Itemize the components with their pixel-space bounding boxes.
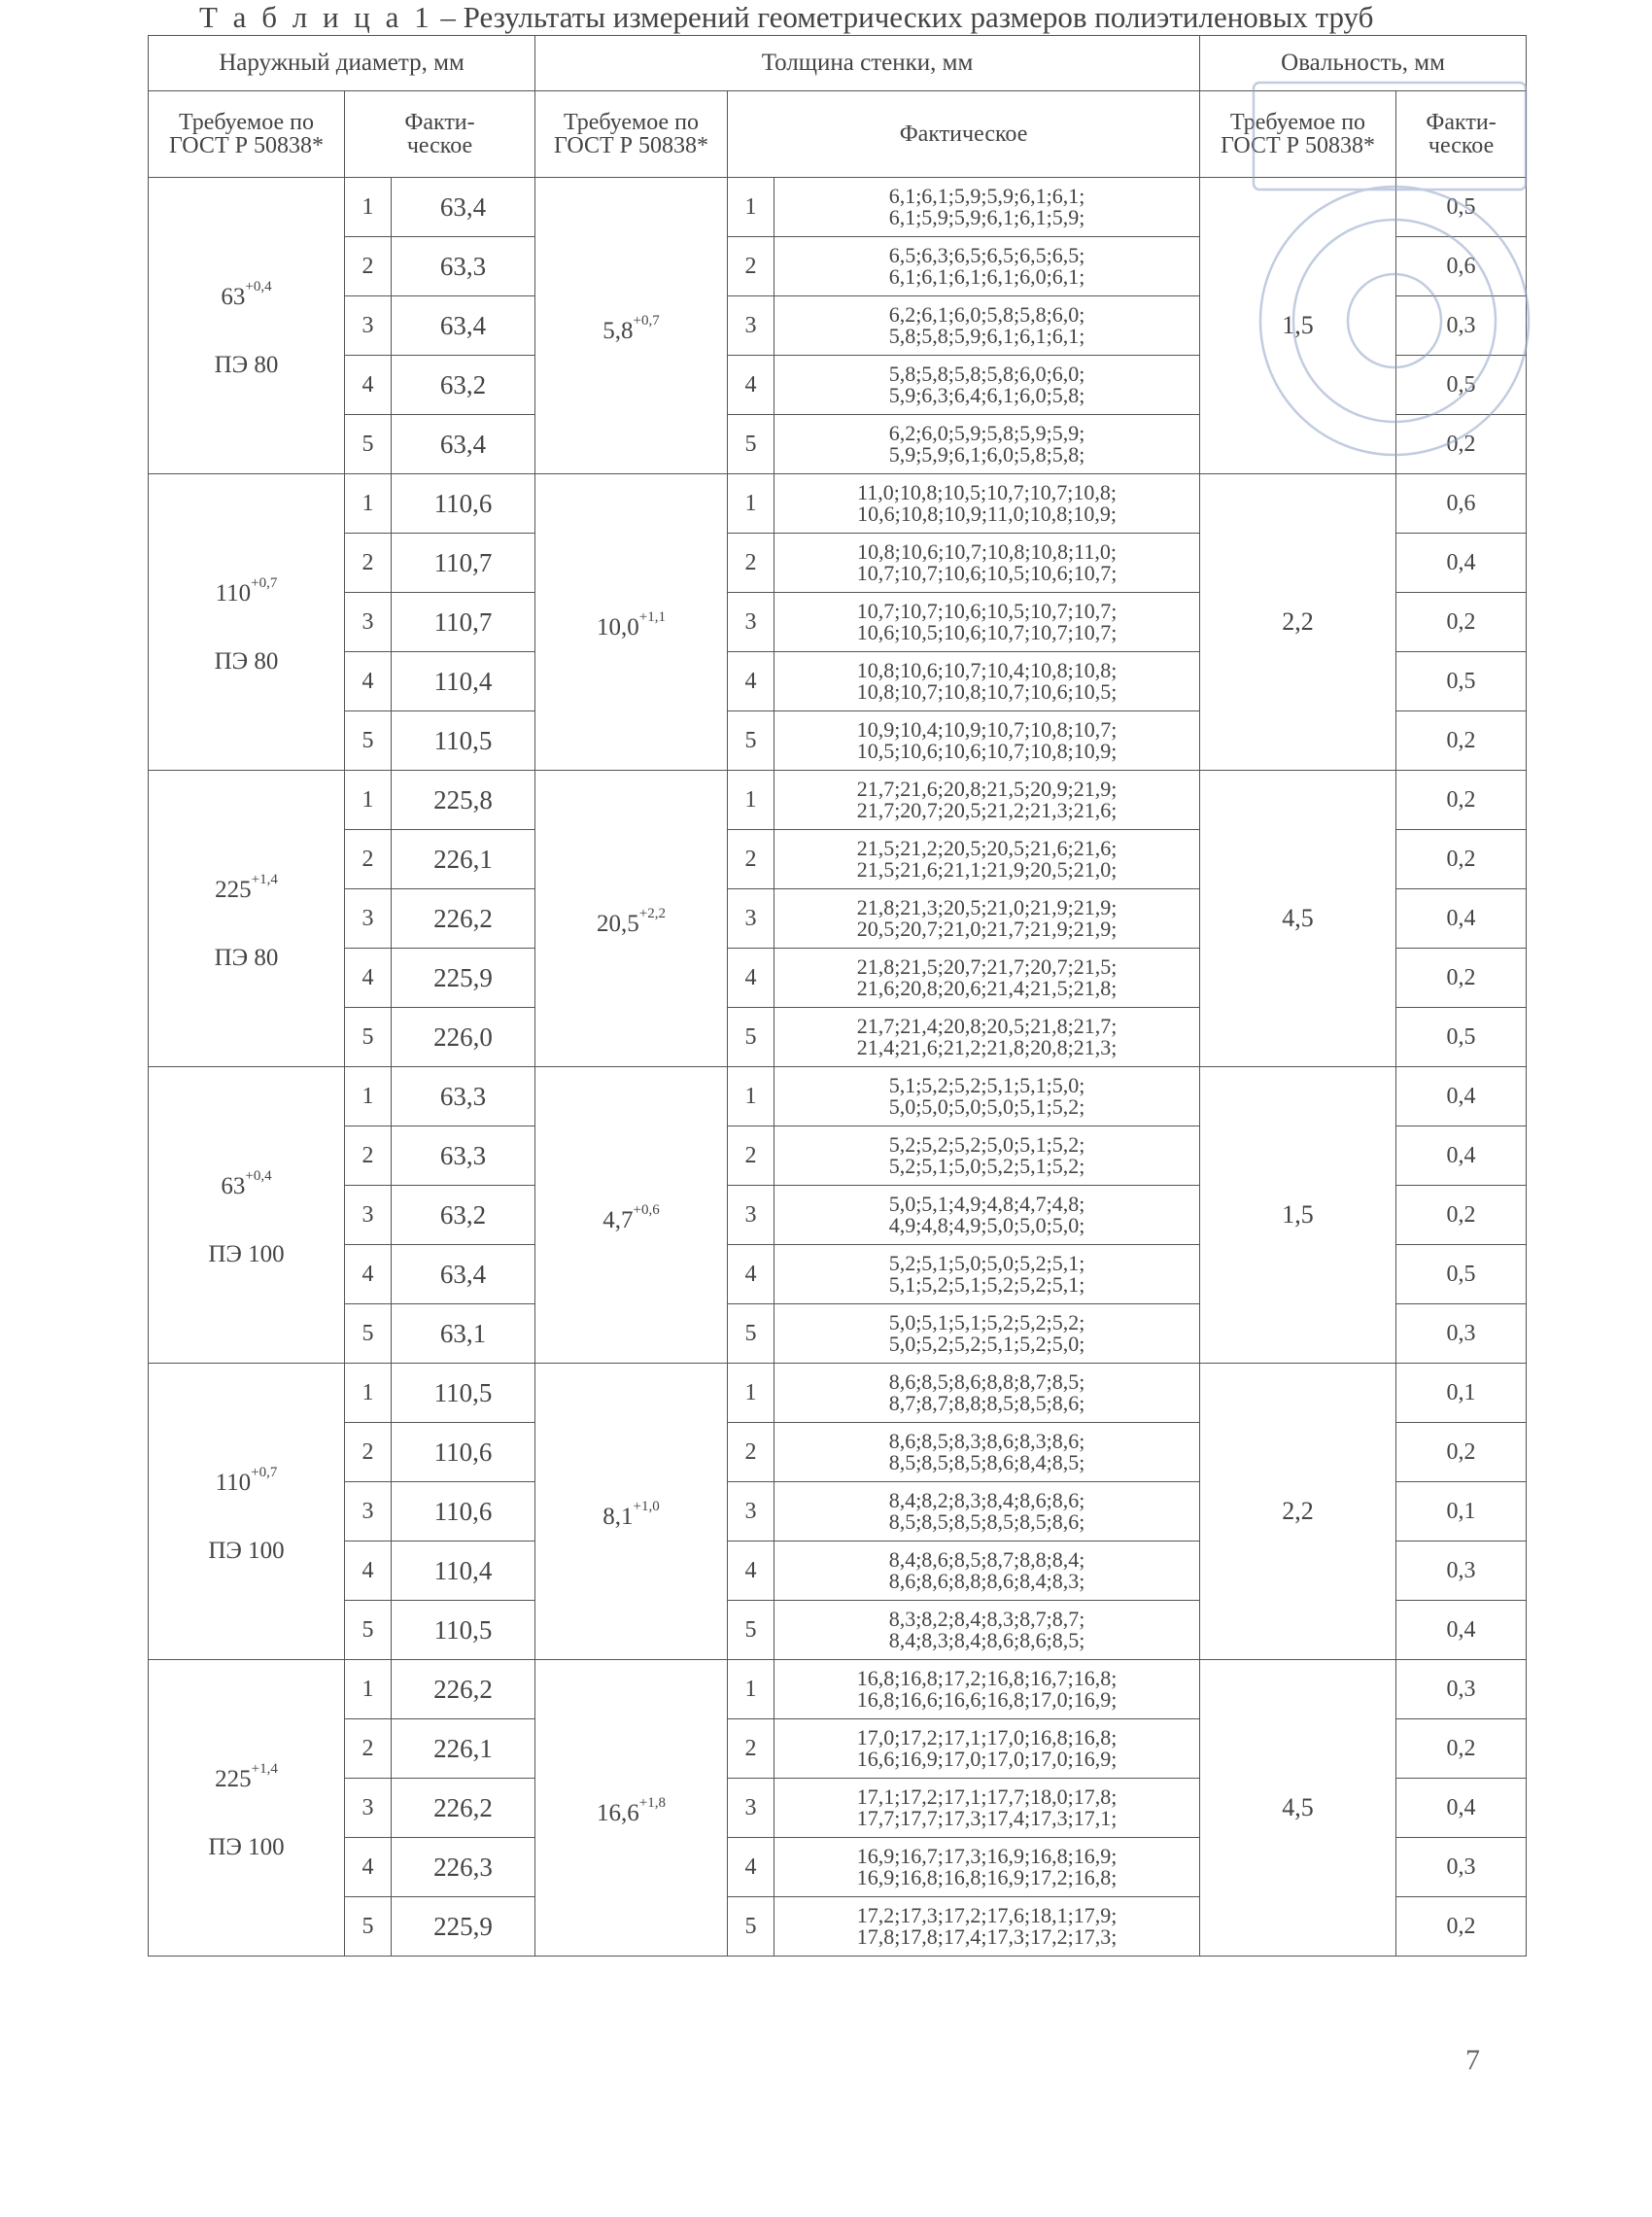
header-ovality-actual-text: Факти- ческое xyxy=(1426,110,1497,158)
wall-sample-number: 1 xyxy=(728,1067,774,1126)
required-wall-cell xyxy=(535,474,728,771)
wall-measurements xyxy=(774,1897,1200,1957)
actual-diameter: 226,1 xyxy=(392,830,535,889)
wall-sample-number: 3 xyxy=(728,1779,774,1838)
table-caption xyxy=(199,0,1373,35)
actual-diameter: 63,4 xyxy=(392,178,535,237)
wall-tolerance: +0,6 xyxy=(633,1201,660,1218)
sample-number: 3 xyxy=(345,889,392,949)
actual-ovality: 0,3 xyxy=(1396,1542,1527,1601)
diameter-tolerance: +0,7 xyxy=(251,1464,278,1480)
wall-sample-number: 4 xyxy=(728,356,774,415)
actual-ovality: 0,6 xyxy=(1396,474,1527,534)
wall-sample-number: 2 xyxy=(728,534,774,593)
actual-diameter: 110,5 xyxy=(392,711,535,771)
actual-diameter: 110,7 xyxy=(392,593,535,652)
pipe-material: ПЭ 80 xyxy=(214,647,279,675)
actual-ovality: 0,3 xyxy=(1396,1304,1527,1364)
wall-measurements-line-2: 5,2;5,1;5,0;5,2;5,1;5,2; xyxy=(888,1154,1085,1178)
actual-diameter: 110,6 xyxy=(392,1423,535,1482)
wall-sample-number: 4 xyxy=(728,949,774,1008)
wall-sample-number: 2 xyxy=(728,1126,774,1186)
actual-diameter: 110,6 xyxy=(392,474,535,534)
wall-measurements xyxy=(774,1245,1200,1304)
required-wall-cell xyxy=(535,771,728,1067)
actual-ovality: 0,2 xyxy=(1396,711,1527,771)
sample-number: 2 xyxy=(345,237,392,296)
wall-measurements-line-1: 10,8;10,6;10,7;10,4;10,8;10,8; xyxy=(856,658,1118,682)
actual-ovality: 0,5 xyxy=(1396,178,1527,237)
actual-diameter: 63,3 xyxy=(392,1126,535,1186)
wall-measurements-line-1: 8,6;8,5;8,6;8,8;8,7;8,5; xyxy=(888,1369,1085,1394)
wall-measurements-line-2: 5,9;5,9;6,1;6,0;5,8;5,8; xyxy=(888,442,1085,467)
wall-sample-number: 5 xyxy=(728,1008,774,1067)
wall-measurements-line-2: 21,7;20,7;20,5;21,2;21,3;21,6; xyxy=(856,798,1118,822)
header-diameter-actual xyxy=(345,91,535,178)
wall-measurements xyxy=(774,1542,1200,1601)
sample-number: 2 xyxy=(345,1719,392,1779)
sample-number: 1 xyxy=(345,474,392,534)
actual-ovality: 0,5 xyxy=(1396,1245,1527,1304)
wall-sample-number: 2 xyxy=(728,1719,774,1779)
nominal-wall: 16,6 xyxy=(597,1799,639,1826)
wall-sample-number: 1 xyxy=(728,474,774,534)
nominal-wall: 10,0 xyxy=(597,613,639,641)
actual-diameter: 110,5 xyxy=(392,1364,535,1423)
wall-measurements xyxy=(774,1779,1200,1838)
actual-diameter: 226,2 xyxy=(392,1660,535,1719)
actual-diameter: 110,4 xyxy=(392,1542,535,1601)
sample-number: 2 xyxy=(345,830,392,889)
sample-number: 3 xyxy=(345,296,392,356)
nominal-diameter: 110 xyxy=(215,1469,252,1496)
actual-diameter: 226,3 xyxy=(392,1838,535,1897)
wall-sample-number: 4 xyxy=(728,1542,774,1601)
table-row xyxy=(149,1364,1527,1423)
wall-measurements xyxy=(774,296,1200,356)
wall-measurements-line-1: 10,8;10,6;10,7;10,8;10,8;11,0; xyxy=(857,539,1117,564)
wall-measurements-line-1: 21,7;21,4;20,8;20,5;21,8;21,7; xyxy=(856,1014,1118,1038)
actual-ovality: 0,2 xyxy=(1396,1719,1527,1779)
nominal-wall: 20,5 xyxy=(597,910,639,937)
wall-measurements xyxy=(774,1364,1200,1423)
wall-measurements-line-1: 6,2;6,1;6,0;5,8;5,8;6,0; xyxy=(888,302,1085,327)
header-wall-thickness: Толщина стенки, мм xyxy=(535,36,1200,91)
wall-measurements xyxy=(774,1601,1200,1660)
wall-measurements-line-1: 5,0;5,1;4,9;4,8;4,7;4,8; xyxy=(888,1192,1085,1216)
sample-number: 5 xyxy=(345,1304,392,1364)
nominal-diameter: 63 xyxy=(221,283,246,310)
diameter-tolerance: +1,4 xyxy=(251,871,278,887)
nominal-wall: 5,8 xyxy=(602,317,634,344)
sample-number: 3 xyxy=(345,1482,392,1542)
sample-number: 4 xyxy=(345,1838,392,1897)
actual-ovality: 0,3 xyxy=(1396,1838,1527,1897)
actual-diameter: 63,1 xyxy=(392,1304,535,1364)
actual-diameter: 110,6 xyxy=(392,1482,535,1542)
wall-measurements-line-1: 16,9;16,7;17,3;16,9;16,8;16,9; xyxy=(856,1844,1118,1868)
wall-sample-number: 2 xyxy=(728,237,774,296)
diameter-tolerance: +0,7 xyxy=(251,574,278,591)
wall-measurements xyxy=(774,830,1200,889)
wall-measurements-line-2: 10,7;10,7;10,6;10,5;10,6;10,7; xyxy=(856,561,1118,585)
wall-measurements xyxy=(774,1008,1200,1067)
wall-measurements-line-2: 5,8;5,8;5,9;6,1;6,1;6,1; xyxy=(888,324,1085,348)
required-diameter-value xyxy=(149,1735,344,1814)
wall-measurements-line-1: 11,0;10,8;10,5;10,7;10,7;10,8; xyxy=(857,480,1117,504)
wall-measurements-line-2: 8,7;8,7;8,8;8,5;8,5;8,6; xyxy=(888,1391,1085,1415)
header-ovality-actual xyxy=(1396,91,1527,178)
wall-sample-number: 1 xyxy=(728,1660,774,1719)
wall-measurements-line-1: 5,8;5,8;5,8;5,8;6,0;6,0; xyxy=(888,362,1085,386)
wall-measurements-line-1: 6,5;6,3;6,5;6,5;6,5;6,5; xyxy=(888,243,1085,267)
header-outer-diameter: Наружный диаметр, мм xyxy=(149,36,535,91)
wall-tolerance: +2,2 xyxy=(638,905,666,921)
wall-measurements-line-1: 5,2;5,1;5,0;5,0;5,2;5,1; xyxy=(888,1251,1085,1275)
required-diameter-value xyxy=(149,1142,344,1221)
wall-sample-number: 3 xyxy=(728,296,774,356)
pipe-material: ПЭ 100 xyxy=(208,1240,285,1267)
wall-tolerance: +1,8 xyxy=(638,1794,666,1811)
table-row xyxy=(149,474,1527,534)
actual-diameter: 110,4 xyxy=(392,652,535,711)
diameter-tolerance: +0,4 xyxy=(245,1167,272,1184)
wall-sample-number: 1 xyxy=(728,178,774,237)
wall-measurements-line-2: 17,7;17,7;17,3;17,4;17,3;17,1; xyxy=(856,1806,1118,1830)
sample-number: 1 xyxy=(345,1067,392,1126)
required-diameter-value xyxy=(149,846,344,924)
wall-measurements-line-2: 4,9;4,8;4,9;5,0;5,0;5,0; xyxy=(888,1213,1085,1237)
actual-ovality: 0,1 xyxy=(1396,1364,1527,1423)
wall-tolerance: +0,7 xyxy=(633,312,660,329)
actual-diameter: 225,9 xyxy=(392,949,535,1008)
table-row xyxy=(149,1067,1527,1126)
sample-number: 1 xyxy=(345,1364,392,1423)
actual-diameter: 225,8 xyxy=(392,771,535,830)
sample-number: 5 xyxy=(345,711,392,771)
actual-ovality: 0,2 xyxy=(1396,771,1527,830)
wall-measurements-line-1: 10,7;10,7;10,6;10,5;10,7;10,7; xyxy=(856,599,1118,623)
required-diameter-value xyxy=(149,1438,344,1517)
wall-measurements xyxy=(774,1719,1200,1779)
actual-diameter: 226,2 xyxy=(392,889,535,949)
sample-number: 2 xyxy=(345,1423,392,1482)
wall-measurements-line-2: 10,5;10,6;10,6;10,7;10,8;10,9; xyxy=(856,739,1118,763)
sample-number: 1 xyxy=(345,1660,392,1719)
wall-measurements-line-2: 10,6;10,5;10,6;10,7;10,7;10,7; xyxy=(856,620,1118,644)
actual-ovality: 0,4 xyxy=(1396,1067,1527,1126)
wall-measurements-line-1: 5,1;5,2;5,2;5,1;5,1;5,0; xyxy=(888,1073,1085,1097)
wall-measurements-line-1: 8,3;8,2;8,4;8,3;8,7;8,7; xyxy=(888,1607,1085,1631)
wall-measurements-line-2: 20,5;20,7;21,0;21,7;21,9;21,9; xyxy=(856,917,1118,941)
wall-measurements-line-2: 10,8;10,7;10,8;10,7;10,6;10,5; xyxy=(856,679,1118,704)
wall-sample-number: 3 xyxy=(728,889,774,949)
required-wall-cell xyxy=(535,1660,728,1957)
wall-measurements xyxy=(774,534,1200,593)
sample-number: 3 xyxy=(345,1186,392,1245)
wall-sample-number: 5 xyxy=(728,1897,774,1957)
required-diameter-cell xyxy=(149,474,345,771)
actual-diameter: 63,4 xyxy=(392,415,535,474)
wall-measurements xyxy=(774,415,1200,474)
wall-measurements xyxy=(774,889,1200,949)
sample-number: 5 xyxy=(345,1601,392,1660)
wall-sample-number: 3 xyxy=(728,1186,774,1245)
wall-sample-number: 1 xyxy=(728,771,774,830)
wall-measurements-line-1: 17,1;17,2;17,1;17,7;18,0;17,8; xyxy=(856,1784,1118,1809)
actual-diameter: 226,2 xyxy=(392,1779,535,1838)
wall-measurements-line-1: 8,4;8,6;8,5;8,7;8,8;8,4; xyxy=(888,1547,1085,1572)
wall-measurements-line-1: 21,7;21,6;20,8;21,5;20,9;21,9; xyxy=(856,777,1118,801)
diameter-tolerance: +0,4 xyxy=(245,278,272,294)
required-ovality: 1,5 xyxy=(1200,178,1396,474)
wall-measurements xyxy=(774,237,1200,296)
wall-measurements xyxy=(774,474,1200,534)
wall-sample-number: 3 xyxy=(728,593,774,652)
wall-sample-number: 5 xyxy=(728,415,774,474)
wall-measurements-line-2: 21,5;21,6;21,1;21,9;20,5;21,0; xyxy=(856,857,1118,882)
pipe-material: ПЭ 100 xyxy=(208,1537,285,1564)
wall-measurements-line-2: 8,5;8,5;8,5;8,5;8,5;8,6; xyxy=(888,1509,1085,1534)
wall-measurements-line-2: 6,1;5,9;5,9;6,1;6,1;5,9; xyxy=(888,205,1085,229)
wall-measurements-line-1: 8,6;8,5;8,3;8,6;8,3;8,6; xyxy=(888,1429,1085,1453)
table-row xyxy=(149,771,1527,830)
wall-measurements-line-2: 21,6;20,8;20,6;21,4;21,5;21,8; xyxy=(856,976,1118,1000)
diameter-tolerance: +1,4 xyxy=(251,1760,278,1777)
wall-measurements-line-2: 8,5;8,5;8,5;8,6;8,4;8,5; xyxy=(888,1450,1085,1474)
wall-sample-number: 4 xyxy=(728,1245,774,1304)
wall-measurements xyxy=(774,1067,1200,1126)
sample-number: 2 xyxy=(345,1126,392,1186)
actual-ovality: 0,5 xyxy=(1396,1008,1527,1067)
actual-diameter: 63,2 xyxy=(392,1186,535,1245)
actual-ovality: 0,2 xyxy=(1396,830,1527,889)
actual-ovality: 0,5 xyxy=(1396,652,1527,711)
wall-measurements xyxy=(774,1126,1200,1186)
required-diameter-cell xyxy=(149,771,345,1067)
required-diameter-cell xyxy=(149,1067,345,1364)
wall-sample-number: 2 xyxy=(728,1423,774,1482)
required-ovality: 2,2 xyxy=(1200,474,1396,771)
wall-measurements-line-1: 16,8;16,8;17,2;16,8;16,7;16,8; xyxy=(856,1666,1118,1690)
nominal-wall: 4,7 xyxy=(602,1206,634,1233)
sample-number: 3 xyxy=(345,593,392,652)
actual-diameter: 226,1 xyxy=(392,1719,535,1779)
required-ovality: 2,2 xyxy=(1200,1364,1396,1660)
wall-measurements xyxy=(774,1660,1200,1719)
wall-measurements xyxy=(774,652,1200,711)
header-diameter-actual-text: Факти- ческое xyxy=(404,110,475,158)
wall-measurements-line-1: 5,0;5,1;5,1;5,2;5,2;5,2; xyxy=(888,1310,1085,1334)
wall-measurements-line-2: 8,4;8,3;8,4;8,6;8,6;8,5; xyxy=(888,1628,1085,1652)
sample-number: 4 xyxy=(345,949,392,1008)
required-diameter-value xyxy=(149,253,344,331)
required-diameter-cell xyxy=(149,1364,345,1660)
wall-measurements-line-2: 16,9;16,8;16,8;16,9;17,2;16,8; xyxy=(856,1865,1118,1889)
pipe-material: ПЭ 80 xyxy=(214,351,279,378)
wall-measurements xyxy=(774,356,1200,415)
wall-sample-number: 5 xyxy=(728,1601,774,1660)
actual-ovality: 0,2 xyxy=(1396,949,1527,1008)
wall-measurements-line-1: 21,8;21,3;20,5;21,0;21,9;21,9; xyxy=(856,895,1118,919)
nominal-diameter: 63 xyxy=(221,1172,246,1199)
sample-number: 5 xyxy=(345,1008,392,1067)
wall-measurements-line-1: 8,4;8,2;8,3;8,4;8,6;8,6; xyxy=(888,1488,1085,1512)
table-row xyxy=(149,178,1527,237)
wall-measurements xyxy=(774,1482,1200,1542)
nominal-wall: 8,1 xyxy=(602,1503,634,1530)
wall-measurements xyxy=(774,1423,1200,1482)
wall-measurements-line-2: 16,6;16,9;17,0;17,0;17,0;16,9; xyxy=(856,1747,1118,1771)
required-wall-cell xyxy=(535,178,728,474)
header-ovality: Овальность, мм xyxy=(1200,36,1527,91)
header-wall-required: Требуемое по ГОСТ Р 50838* xyxy=(535,91,728,178)
actual-diameter: 110,7 xyxy=(392,534,535,593)
actual-ovality: 0,5 xyxy=(1396,356,1527,415)
pipe-material: ПЭ 80 xyxy=(214,944,279,971)
wall-measurements-line-1: 21,8;21,5;20,7;21,7;20,7;21,5; xyxy=(856,954,1118,979)
wall-measurements-line-2: 8,6;8,6;8,8;8,6;8,4;8,3; xyxy=(888,1569,1085,1593)
measurement-table xyxy=(148,35,1527,1957)
actual-ovality: 0,4 xyxy=(1396,889,1527,949)
nominal-diameter: 110 xyxy=(215,579,252,606)
wall-measurements xyxy=(774,593,1200,652)
actual-diameter: 63,4 xyxy=(392,1245,535,1304)
actual-ovality: 0,2 xyxy=(1396,1897,1527,1957)
actual-diameter: 226,0 xyxy=(392,1008,535,1067)
actual-ovality: 0,1 xyxy=(1396,1482,1527,1542)
required-diameter-cell xyxy=(149,178,345,474)
required-ovality: 4,5 xyxy=(1200,771,1396,1067)
actual-ovality: 0,2 xyxy=(1396,1186,1527,1245)
wall-measurements xyxy=(774,1838,1200,1897)
wall-measurements-line-1: 17,0;17,2;17,1;17,0;16,8;16,8; xyxy=(856,1725,1118,1749)
wall-measurements xyxy=(774,1304,1200,1364)
wall-measurements-line-2: 10,6;10,8;10,9;11,0;10,8;10,9; xyxy=(857,502,1117,526)
wall-measurements-line-2: 5,0;5,2;5,2;5,1;5,2;5,0; xyxy=(888,1332,1085,1356)
required-ovality: 4,5 xyxy=(1200,1660,1396,1957)
wall-sample-number: 4 xyxy=(728,652,774,711)
actual-ovality: 0,4 xyxy=(1396,1779,1527,1838)
wall-measurements xyxy=(774,178,1200,237)
required-ovality: 1,5 xyxy=(1200,1067,1396,1364)
sample-number: 3 xyxy=(345,1779,392,1838)
required-wall-cell xyxy=(535,1067,728,1364)
wall-measurements-line-2: 16,8;16,6;16,6;16,8;17,0;16,9; xyxy=(856,1687,1118,1712)
pipe-material: ПЭ 100 xyxy=(208,1833,285,1860)
wall-measurements xyxy=(774,1186,1200,1245)
header-diameter-required: Требуемое по ГОСТ Р 50838* xyxy=(149,91,345,178)
wall-measurements xyxy=(774,711,1200,771)
header-ovality-required: Требуемое по ГОСТ Р 50838* xyxy=(1200,91,1396,178)
header-wall-actual: Фактическое xyxy=(728,91,1200,178)
wall-sample-number: 5 xyxy=(728,711,774,771)
wall-measurements-line-1: 10,9;10,4;10,9;10,7;10,8;10,7; xyxy=(856,717,1118,742)
required-diameter-value xyxy=(149,549,344,628)
wall-measurements-line-1: 5,2;5,2;5,2;5,0;5,1;5,2; xyxy=(888,1132,1085,1157)
sample-number: 2 xyxy=(345,534,392,593)
sample-number: 4 xyxy=(345,1245,392,1304)
actual-diameter: 110,5 xyxy=(392,1601,535,1660)
sample-number: 4 xyxy=(345,356,392,415)
actual-diameter: 63,2 xyxy=(392,356,535,415)
actual-ovality: 0,4 xyxy=(1396,534,1527,593)
wall-measurements xyxy=(774,949,1200,1008)
table-row xyxy=(149,1660,1527,1719)
actual-diameter: 225,9 xyxy=(392,1897,535,1957)
required-wall-cell xyxy=(535,1364,728,1660)
nominal-diameter: 225 xyxy=(215,1765,252,1792)
wall-measurements-line-2: 5,1;5,2;5,1;5,2;5,2;5,1; xyxy=(888,1272,1085,1297)
wall-measurements xyxy=(774,771,1200,830)
sample-number: 5 xyxy=(345,1897,392,1957)
actual-diameter: 63,3 xyxy=(392,1067,535,1126)
actual-ovality: 0,4 xyxy=(1396,1601,1527,1660)
wall-measurements-line-2: 5,0;5,0;5,0;5,0;5,1;5,2; xyxy=(888,1094,1085,1119)
page-number: 7 xyxy=(1465,2044,1480,2076)
sample-number: 1 xyxy=(345,178,392,237)
wall-measurements-line-2: 21,4;21,6;21,2;21,8;20,8;21,3; xyxy=(856,1035,1118,1059)
actual-ovality: 0,2 xyxy=(1396,593,1527,652)
wall-sample-number: 5 xyxy=(728,1304,774,1364)
wall-tolerance: +1,0 xyxy=(633,1498,660,1514)
required-diameter-cell xyxy=(149,1660,345,1957)
actual-diameter: 63,3 xyxy=(392,237,535,296)
actual-ovality: 0,3 xyxy=(1396,296,1527,356)
wall-sample-number: 1 xyxy=(728,1364,774,1423)
actual-ovality: 0,6 xyxy=(1396,237,1527,296)
wall-measurements-line-1: 6,1;6,1;5,9;5,9;6,1;6,1; xyxy=(888,184,1085,208)
wall-sample-number: 4 xyxy=(728,1838,774,1897)
wall-measurements-line-2: 17,8;17,8;17,4;17,3;17,2;17,3; xyxy=(856,1924,1118,1949)
wall-sample-number: 2 xyxy=(728,830,774,889)
wall-measurements-line-2: 5,9;6,3;6,4;6,1;6,0;5,8; xyxy=(888,383,1085,407)
sample-number: 4 xyxy=(345,1542,392,1601)
wall-measurements-line-1: 21,5;21,2;20,5;20,5;21,6;21,6; xyxy=(856,836,1118,860)
table-caption-text: – Результаты измерений геометрических размеров полиэтиленовых труб xyxy=(432,0,1374,34)
sample-number: 5 xyxy=(345,415,392,474)
sample-number: 4 xyxy=(345,652,392,711)
wall-measurements-line-1: 6,2;6,0;5,9;5,8;5,9;5,9; xyxy=(888,421,1085,445)
wall-sample-number: 3 xyxy=(728,1482,774,1542)
actual-ovality: 0,3 xyxy=(1396,1660,1527,1719)
actual-ovality: 0,4 xyxy=(1396,1126,1527,1186)
table-caption-label: Т а б л и ц а 1 xyxy=(199,0,433,34)
wall-measurements-line-1: 17,2;17,3;17,2;17,6;18,1;17,9; xyxy=(856,1903,1118,1927)
table-body xyxy=(149,178,1527,1957)
actual-diameter: 63,4 xyxy=(392,296,535,356)
nominal-diameter: 225 xyxy=(215,876,252,903)
actual-ovality: 0,2 xyxy=(1396,1423,1527,1482)
sample-number: 1 xyxy=(345,771,392,830)
wall-measurements-line-2: 6,1;6,1;6,1;6,1;6,0;6,1; xyxy=(888,264,1085,289)
wall-tolerance: +1,1 xyxy=(638,608,666,625)
actual-ovality: 0,2 xyxy=(1396,415,1527,474)
